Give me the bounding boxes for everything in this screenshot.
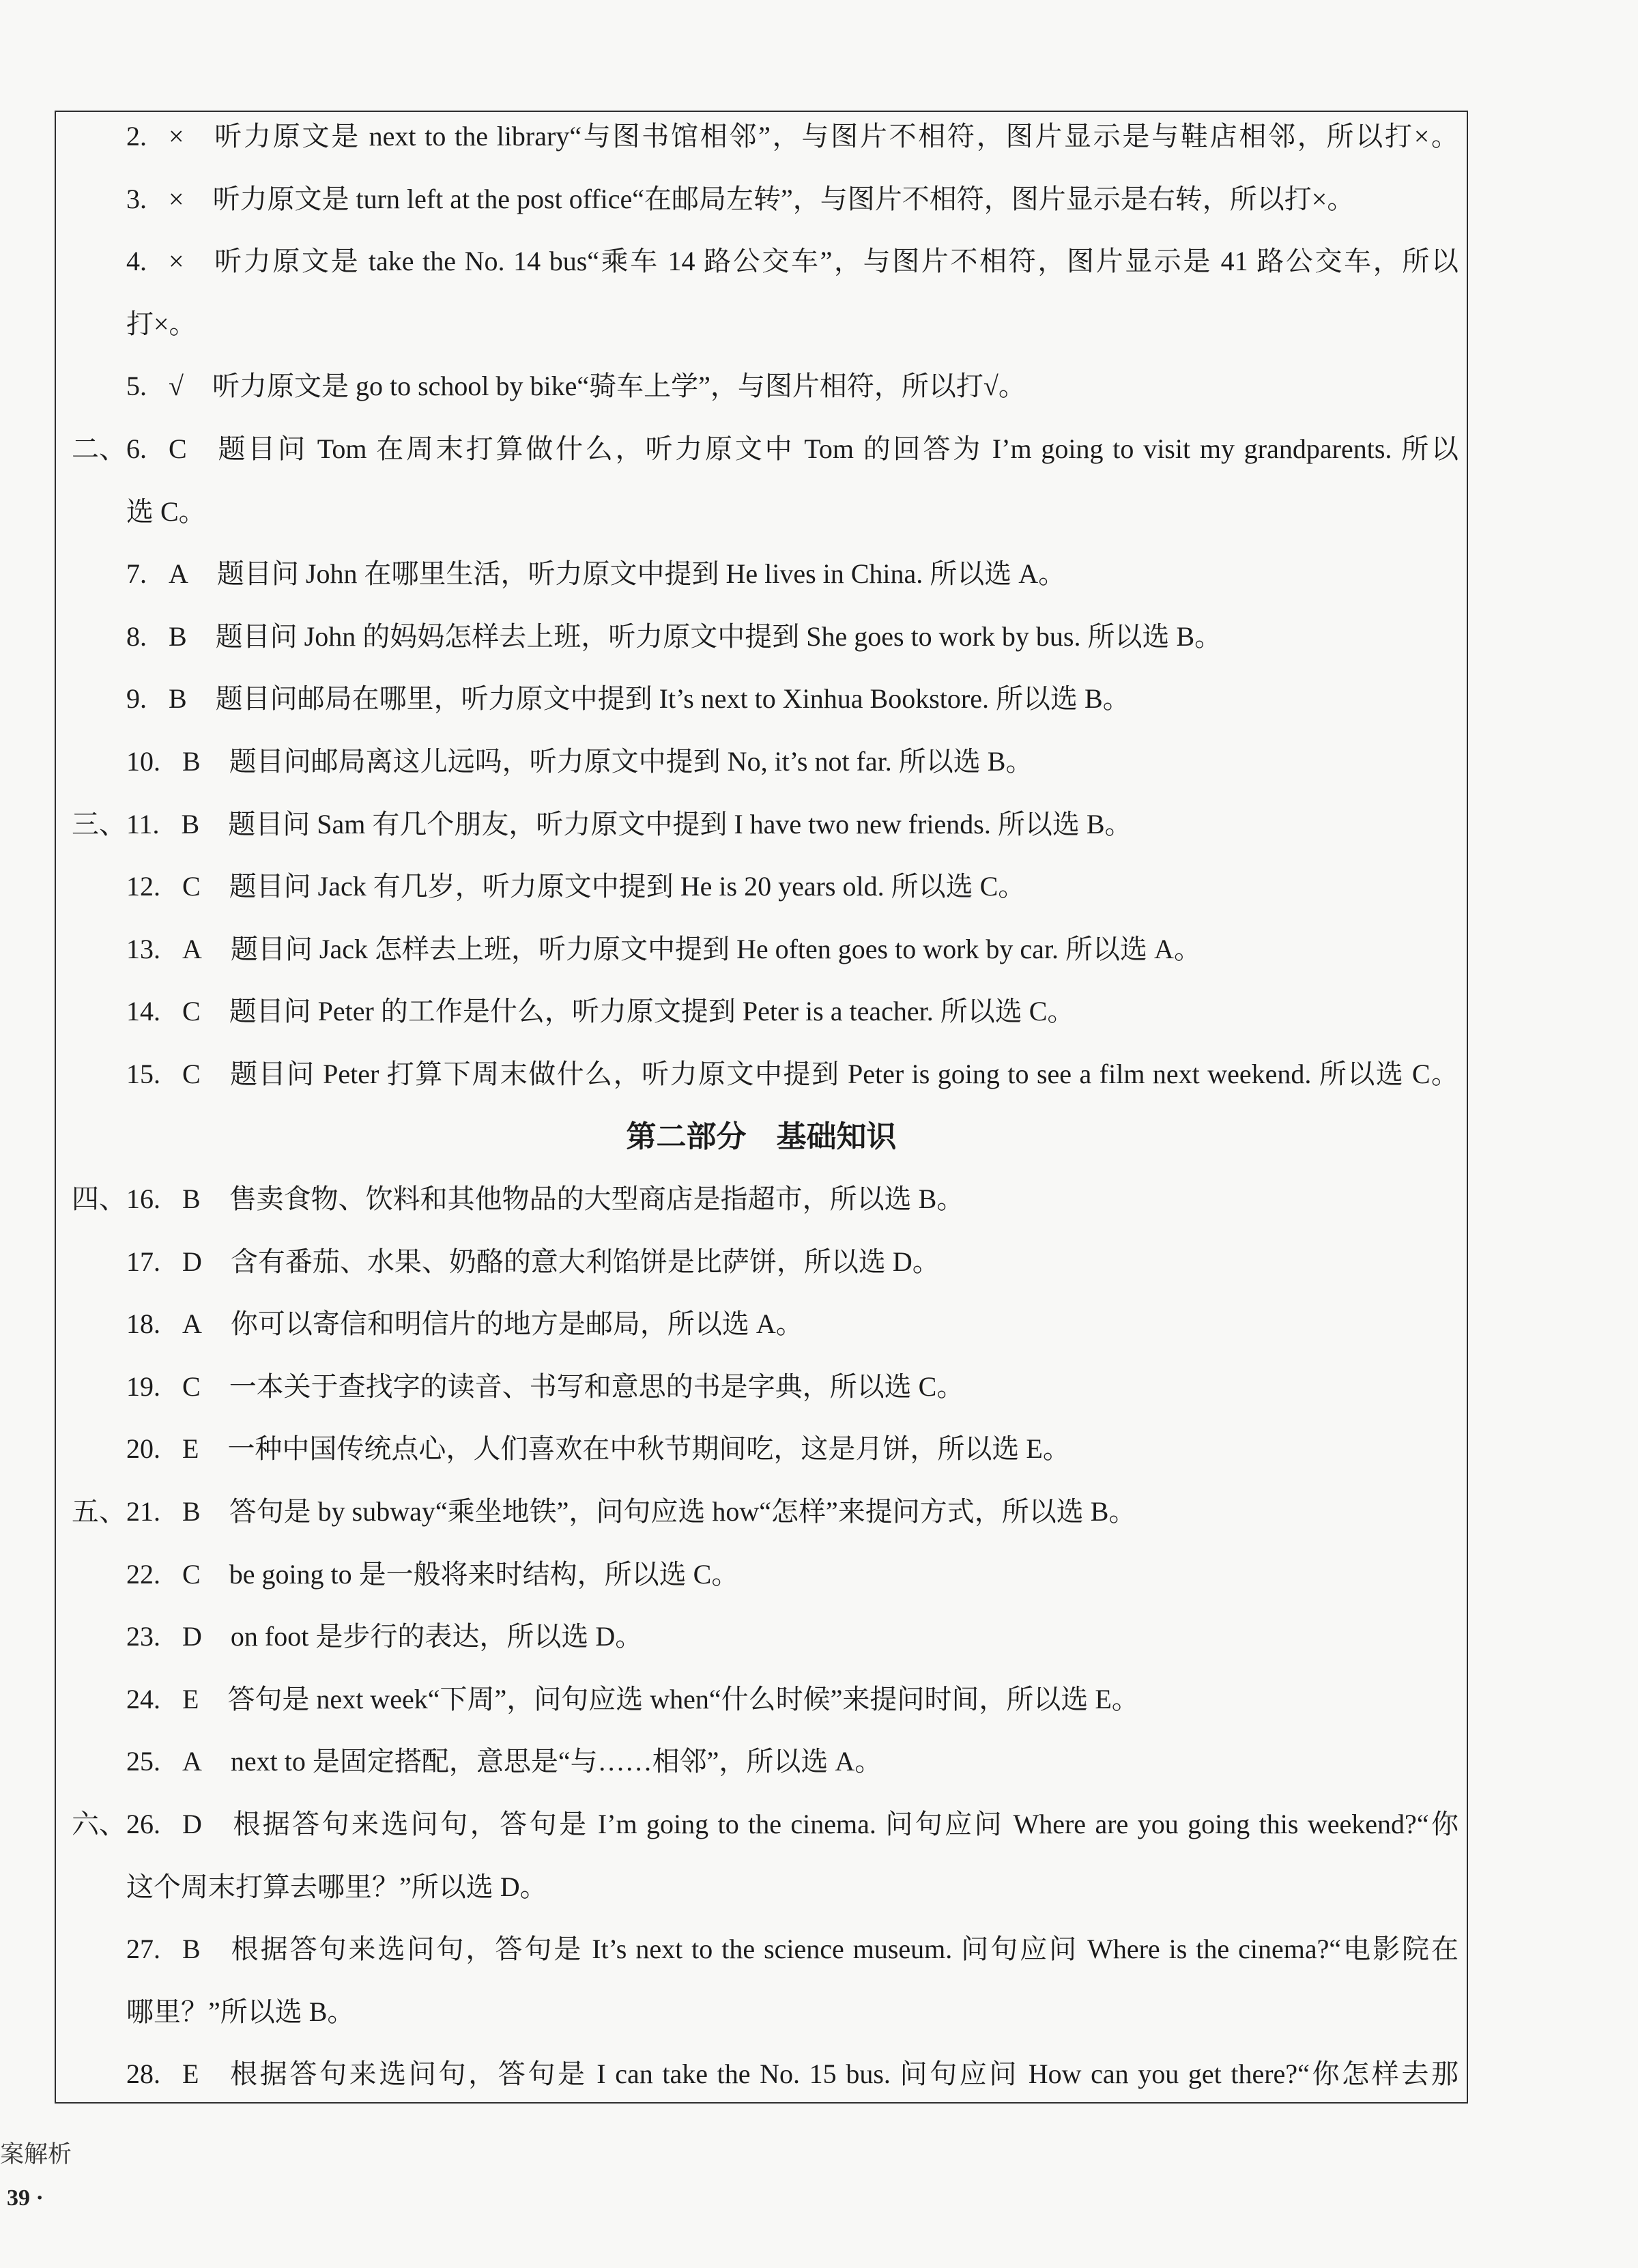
item-explanation: 售卖食物、饮料和其他物品的大型商店是指超市，所以选 B。: [229, 1183, 964, 1215]
item-answer: D: [182, 1809, 202, 1840]
item-explanation: be going to 是一般将来时结构，所以选 C。: [229, 1558, 739, 1590]
answer-item-4-continued: [0, 293, 1638, 356]
item-number: 25.: [126, 1746, 160, 1777]
answer-item-24: [0, 1668, 1638, 1731]
answer-item-28: [0, 2043, 1638, 2106]
item-explanation-continued: 这个周末打算去哪里？”所以选 D。: [126, 1871, 547, 1902]
item-line: [126, 1730, 1459, 1793]
answer-item-20: [0, 1418, 1638, 1480]
item-number: 26.: [126, 1809, 160, 1840]
item-number: 20.: [126, 1433, 160, 1465]
item-explanation: 听力原文是 next to the library“与图书馆相邻”，与图片不相符，图片显示是与鞋店相邻，所以打×。: [212, 121, 1459, 152]
item-answer: C: [182, 1558, 201, 1590]
item-explanation: 根据答句来选问句，答句是 I can take the No. 15 bus. 问句应问 How can you get there?“你怎样去那: [227, 2058, 1459, 2090]
answer-item-12: [0, 855, 1638, 918]
answer-item-5: [0, 355, 1638, 418]
item-answer: B: [182, 1934, 201, 1965]
item-number: 16.: [126, 1183, 160, 1215]
section-marker: 六、: [72, 1809, 126, 1840]
item-answer: B: [182, 1496, 201, 1527]
answer-item-9: [0, 668, 1638, 730]
item-answer: A: [182, 1746, 202, 1777]
item-explanation: 答句是 next week“下周”，问句应选 when“什么时候”来提问时间，所以选 E。: [227, 1683, 1139, 1714]
item-number: 17.: [126, 1246, 160, 1277]
item-number: 7.: [126, 558, 147, 590]
item-line: [126, 168, 1459, 231]
item-answer: E: [182, 2058, 199, 2090]
item-number: 8.: [126, 620, 147, 652]
item-explanation: 一种中国传统点心，人们喜欢在中秋节期间吃，这是月饼，所以选 E。: [227, 1433, 1070, 1465]
answer-item-22: [0, 1543, 1638, 1606]
item-answer: ×: [169, 246, 184, 277]
item-explanation: 题目问 Jack 有几岁，听力原文中提到 He is 20 years old. 所以选 C。: [229, 871, 1026, 902]
item-explanation: 题目问 Sam 有几个朋友，听力原文中提到 I have two new friends. 所以选 B。: [228, 808, 1132, 839]
item-number: 22.: [126, 1558, 160, 1590]
answer-item-23: [0, 1605, 1638, 1668]
answer-item-7: [0, 543, 1638, 605]
item-explanation-continued: 选 C。: [126, 496, 206, 527]
item-line: [126, 1293, 1459, 1355]
item-line: [126, 230, 1459, 293]
item-number: 9.: [126, 683, 147, 715]
item-line: [126, 980, 1459, 1043]
answer-item-26: [0, 1793, 1638, 1856]
item-number: 18.: [126, 1308, 160, 1340]
item-explanation: 题目问邮局在哪里，听力原文中提到 It’s next to Xinhua Bookstore. 所以选 B。: [215, 683, 1130, 715]
answer-item-13: [0, 918, 1638, 981]
item-explanation: 根据答句来选问句，答句是 It’s next to the science museum. 问句应问 Where is the cinema?“电影院在: [229, 1934, 1459, 1965]
answer-item-18: [0, 1293, 1638, 1355]
section-marker: 三、: [72, 808, 126, 839]
item-number: 10.: [126, 745, 160, 777]
answer-item-25: [0, 1730, 1638, 1793]
item-line: [126, 1918, 1459, 1981]
item-answer: ×: [169, 183, 184, 214]
answer-item-14: [0, 980, 1638, 1043]
answer-item-26-continued: [0, 1856, 1638, 1919]
item-explanation-continued: 哪里？”所以选 B。: [126, 1996, 355, 2027]
item-line: [126, 1418, 1459, 1480]
item-answer: D: [182, 1246, 202, 1277]
item-line: [126, 1480, 1459, 1543]
item-line-continued: [126, 1856, 1459, 1919]
answer-item-8: [0, 605, 1638, 668]
part-heading-row: [0, 1106, 1638, 1168]
answer-item-6-continued: [0, 480, 1638, 543]
item-line: [126, 1793, 1459, 1856]
item-answer: √: [169, 371, 184, 402]
item-line: [126, 668, 1459, 730]
answer-item-19: [0, 1355, 1638, 1418]
answer-item-6: [0, 418, 1638, 480]
item-explanation: 题目问 Tom 在周末打算做什么，听力原文中 Tom 的回答为 I’m going to visit my grandparents. 所以: [215, 433, 1459, 464]
item-line-continued: [126, 480, 1459, 543]
item-line: [126, 2043, 1459, 2106]
item-answer: B: [169, 683, 187, 715]
item-line: [126, 793, 1459, 856]
item-explanation: 听力原文是 go to school by bike“骑车上学”，与图片相符，所以打√。: [212, 371, 1026, 402]
item-line: [126, 418, 1459, 480]
item-explanation-continued: 打×。: [126, 308, 197, 339]
item-line: [126, 1231, 1459, 1293]
answer-item-27-continued: [0, 1981, 1638, 2043]
answer-item-16: [0, 1168, 1638, 1231]
item-answer: B: [169, 620, 187, 652]
item-line: [126, 1043, 1459, 1106]
item-number: 13.: [126, 933, 160, 964]
item-answer: A: [182, 933, 202, 964]
item-line: [126, 730, 1459, 793]
answer-item-2: [0, 105, 1638, 168]
item-explanation: 你可以寄信和明信片的地方是邮局，所以选 A。: [230, 1308, 803, 1340]
item-line: [126, 1605, 1459, 1668]
item-number: 14.: [126, 996, 160, 1027]
answer-item-10: [0, 730, 1638, 793]
answer-item-17: [0, 1231, 1638, 1293]
item-line-continued: [126, 1981, 1459, 2043]
item-answer: C: [182, 1058, 201, 1089]
item-answer: B: [182, 1183, 201, 1215]
item-number: 28.: [126, 2058, 160, 2090]
item-answer: C: [169, 433, 187, 464]
item-explanation: 题目问 John 的妈妈怎样去上班，听力原文中提到 She goes to work by bus. 所以选 B。: [215, 620, 1222, 652]
item-answer: C: [182, 996, 201, 1027]
item-number: 27.: [126, 1934, 160, 1965]
section-marker: 二、: [72, 433, 126, 464]
item-number: 23.: [126, 1621, 160, 1652]
item-explanation: 题目问 John 在哪里生活，听力原文中提到 He lives in China. 所以选 A。: [216, 558, 1066, 590]
item-number: 3.: [126, 183, 147, 214]
item-answer: D: [182, 1621, 202, 1652]
part-heading: 第二部分 基础知识: [626, 1119, 897, 1154]
item-number: 24.: [126, 1683, 160, 1714]
item-line: [126, 1668, 1459, 1731]
running-footer-title: 案解析: [0, 2141, 72, 2168]
page-number: 39 ·: [7, 2185, 44, 2211]
answer-item-3: [0, 168, 1638, 231]
item-answer: E: [182, 1683, 199, 1714]
item-number: 5.: [126, 371, 147, 402]
item-number: 15.: [126, 1058, 160, 1089]
item-answer: C: [182, 1370, 201, 1402]
item-line: [126, 105, 1459, 168]
item-explanation: 题目问 Peter 打算下周末做什么，听力原文中提到 Peter is going to see a film next weekend. 所以选 C。: [229, 1058, 1459, 1089]
item-explanation: 题目问 Jack 怎样去上班，听力原文中提到 He often goes to work by car. 所以选 A。: [230, 933, 1201, 964]
item-explanation: 题目问邮局离这儿远吗，听力原文中提到 No, it’s not far. 所以选 B。: [229, 745, 1033, 777]
item-number: 21.: [126, 1496, 160, 1527]
item-answer: E: [182, 1433, 199, 1465]
item-line: [126, 1543, 1459, 1606]
item-explanation: 根据答句来选问句，答句是 I’m going to the cinema. 问句应问 Where are you going this weekend?“你: [230, 1809, 1459, 1840]
answer-item-11: [0, 793, 1638, 856]
item-line: [126, 855, 1459, 918]
section-marker: 四、: [72, 1183, 126, 1215]
item-explanation: on foot 是步行的表达，所以选 D。: [230, 1621, 643, 1652]
item-line: [126, 918, 1459, 981]
item-number: 6.: [126, 433, 147, 464]
item-explanation: 听力原文是 take the No. 14 bus“乘车 14 路公交车”，与图片不相符，图片显示是 41 路公交车，所以: [212, 246, 1459, 277]
answer-item-4: [0, 230, 1638, 293]
item-answer: B: [181, 808, 200, 839]
item-explanation: 一本关于查找字的读音、书写和意思的书是字典，所以选 C。: [229, 1370, 964, 1402]
item-number: 11.: [126, 808, 160, 839]
answer-item-27: [0, 1918, 1638, 1981]
item-answer: C: [182, 871, 201, 902]
item-answer: A: [182, 1308, 202, 1340]
item-answer: ×: [169, 121, 184, 152]
item-number: 12.: [126, 871, 160, 902]
item-explanation: next to 是固定搭配，意思是“与……相邻”，所以选 A。: [230, 1746, 882, 1777]
item-number: 4.: [126, 246, 147, 277]
item-line-continued: [126, 293, 1459, 356]
item-line: [126, 605, 1459, 668]
item-explanation: 题目问 Peter 的工作是什么，听力原文提到 Peter is a teacher. 所以选 C。: [229, 996, 1075, 1027]
answer-item-15: [0, 1043, 1638, 1106]
item-line: [126, 543, 1459, 605]
item-line: [126, 1355, 1459, 1418]
item-number: 19.: [126, 1370, 160, 1402]
answer-key-content: [0, 105, 1638, 2106]
section-marker: 五、: [72, 1496, 126, 1527]
item-line: [126, 1168, 1459, 1231]
answer-item-21: [0, 1480, 1638, 1543]
item-explanation: 含有番茄、水果、奶酪的意大利馅饼是比萨饼，所以选 D。: [230, 1246, 940, 1277]
item-answer: B: [182, 745, 201, 777]
item-explanation: 答句是 by subway“乘坐地铁”，问句应选 how“怎样”来提问方式，所以选 B。: [229, 1496, 1136, 1527]
item-explanation: 听力原文是 turn left at the post office“在邮局左转”，与图片不相符，图片显示是右转，所以打×。: [212, 183, 1355, 214]
item-line: [126, 355, 1459, 418]
item-number: 2.: [126, 121, 147, 152]
item-answer: A: [169, 558, 188, 590]
